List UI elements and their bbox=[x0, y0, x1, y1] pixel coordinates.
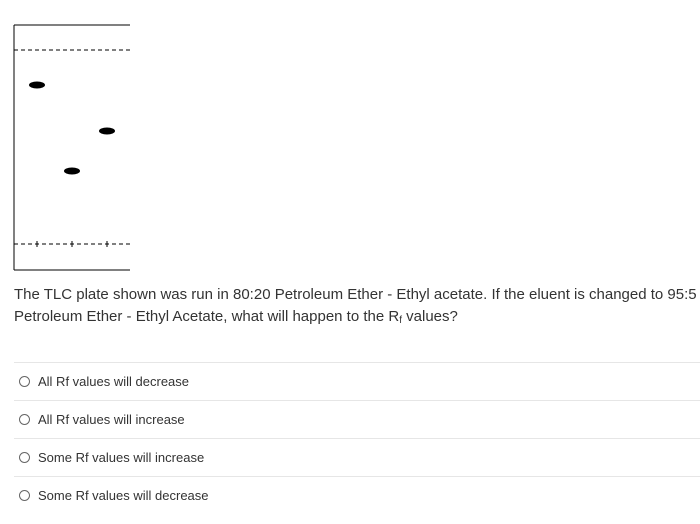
option-some-decrease[interactable] bbox=[14, 476, 700, 514]
question-text-end: values? bbox=[401, 308, 458, 325]
question-text-main: The TLC plate shown was run in 80:20 Petroleum Ether - Ethyl acetate. If the eluent is changed to 95:5 Petroleum Ether - Ethyl Acetate, what will happen to the R bbox=[14, 286, 697, 325]
option-all-decrease[interactable] bbox=[14, 362, 700, 400]
spot-lane-2 bbox=[64, 168, 80, 175]
radio-button[interactable] bbox=[19, 490, 30, 501]
radio-button[interactable] bbox=[19, 414, 30, 425]
option-label: All Rf values will increase bbox=[38, 412, 185, 427]
spot-lane-3 bbox=[99, 128, 115, 135]
option-some-increase[interactable] bbox=[14, 438, 700, 476]
option-label: Some Rf values will decrease bbox=[38, 488, 209, 503]
question-subscript: f bbox=[399, 315, 402, 326]
option-all-increase[interactable] bbox=[14, 400, 700, 438]
radio-button[interactable] bbox=[19, 452, 30, 463]
answer-options bbox=[14, 362, 700, 514]
tlc-plate-diagram bbox=[13, 24, 133, 274]
option-label: Some Rf values will increase bbox=[38, 450, 205, 465]
question-text bbox=[14, 284, 700, 332]
spot-lane-1 bbox=[29, 82, 45, 89]
option-label: All Rf values will decrease bbox=[38, 374, 190, 389]
radio-button[interactable] bbox=[19, 376, 30, 387]
